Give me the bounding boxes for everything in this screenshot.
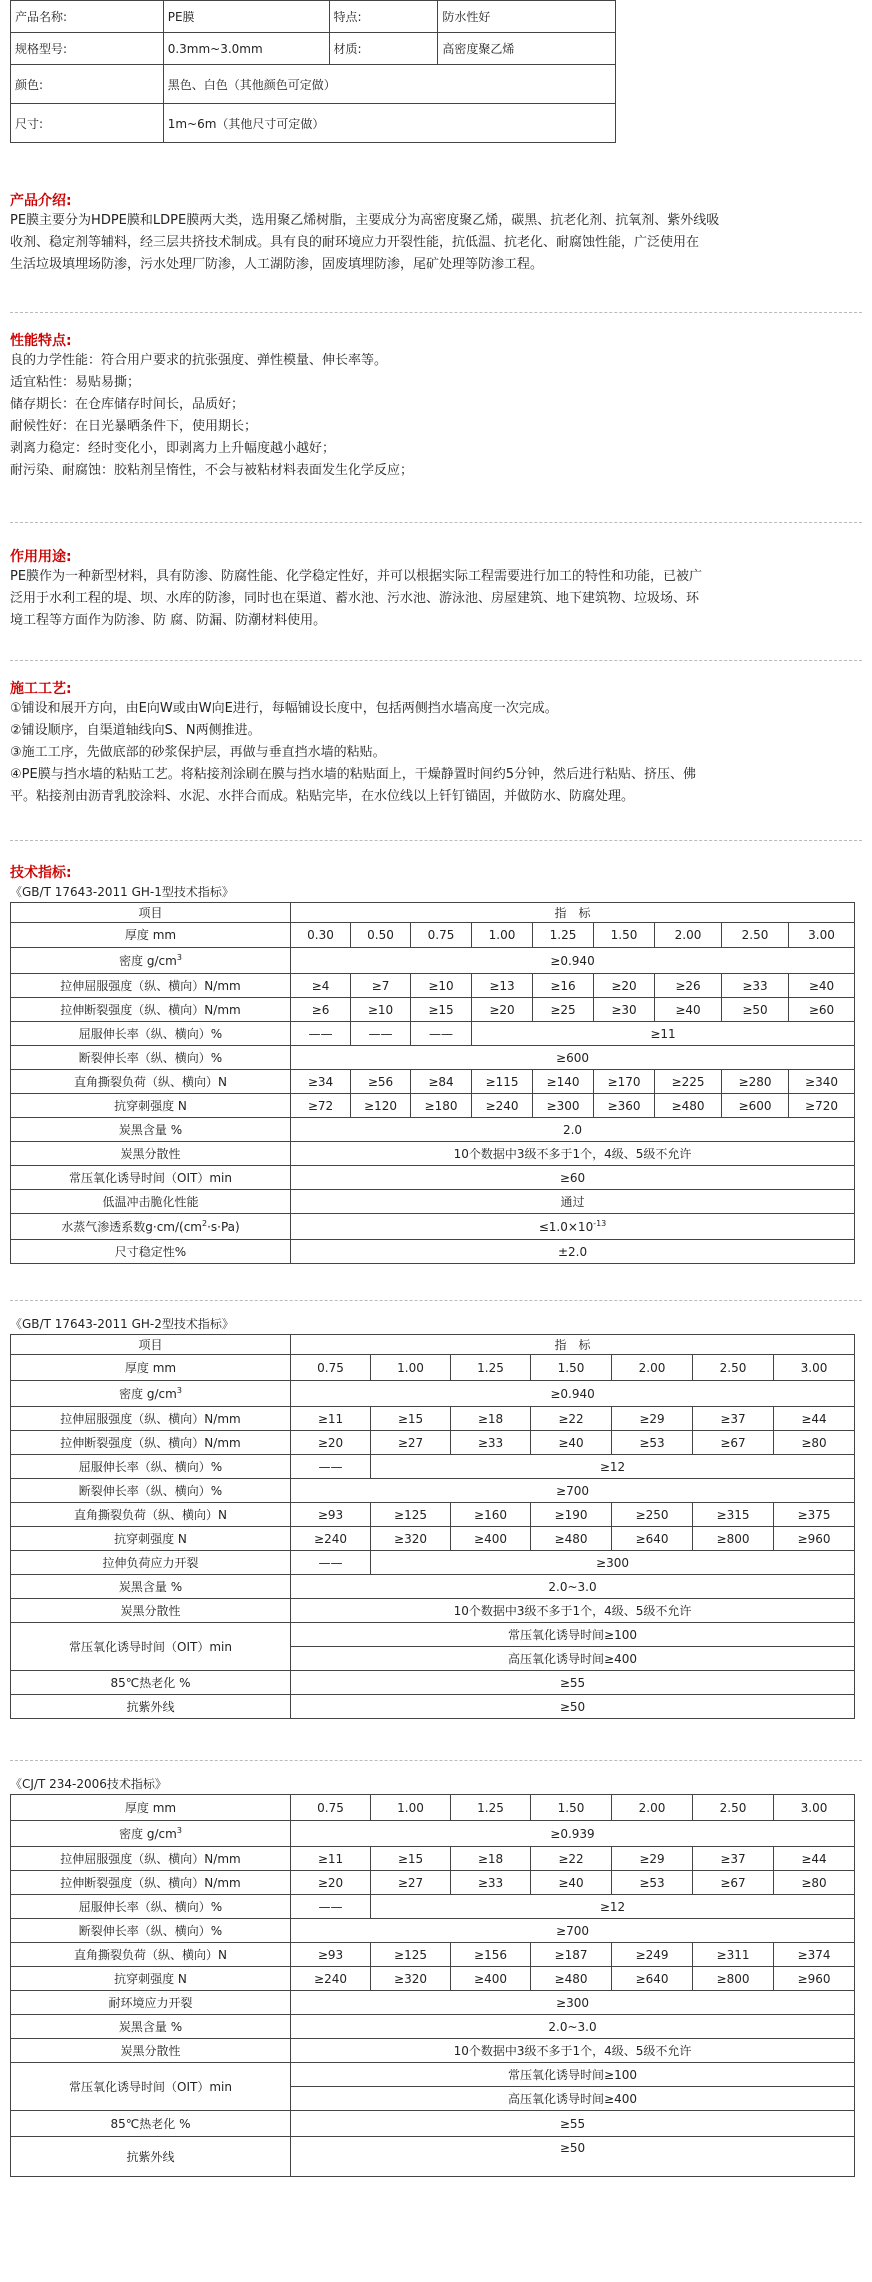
cell: ≥640 — [612, 1967, 693, 1991]
header-item: 项目 — [11, 1335, 291, 1355]
table-row — [11, 1479, 855, 1503]
cell: ≥53 — [612, 1431, 693, 1455]
table-row — [11, 1847, 855, 1871]
cell: ≥7 — [351, 974, 411, 998]
table-row — [11, 2015, 855, 2039]
table-row — [11, 1503, 855, 1527]
cell: ≥960 — [774, 1967, 855, 1991]
cell: ≥240 — [291, 1967, 371, 1991]
construction-line: ④PE膜与挡水墙的粘贴工艺。将粘接剂涂刷在膜与挡水墙的粘贴面上，干燥静置时间约5分钟，然后进行粘贴、挤压、佛 — [10, 767, 696, 782]
cell: ≥20 — [291, 1871, 371, 1895]
table-row — [11, 1895, 855, 1919]
cell: 2.0 — [291, 1118, 855, 1142]
row-label: 直角撕裂负荷（纵、横向）N — [11, 1070, 291, 1094]
cell: —— — [291, 1551, 371, 1575]
row-label: 抗紫外线 — [11, 2137, 291, 2177]
cell: 2.50 — [693, 1795, 774, 1821]
info-row-color — [11, 65, 616, 104]
cell: ≥15 — [411, 998, 472, 1022]
cell: ≥311 — [693, 1943, 774, 1967]
cell: ≥50 — [291, 1695, 855, 1719]
info-label-spec: 规格型号: — [11, 33, 164, 65]
row-label: 抗穿刺强度 N — [11, 1527, 291, 1551]
cell: ≥37 — [693, 1847, 774, 1871]
cell: ≥40 — [655, 998, 722, 1022]
cell: —— — [291, 1022, 351, 1046]
cell: ≥240 — [472, 1094, 533, 1118]
features-heading: 性能特点: — [10, 333, 72, 349]
table-row — [11, 998, 855, 1022]
intro-line: 收剂、稳定剂等辅料，经三层共挤技术制成。具有良的耐环境应力开裂性能，抗低温、抗老化、耐腐蚀性能，广泛使用在 — [10, 235, 700, 250]
table-row — [11, 903, 855, 923]
construction-line: ②铺设顺序，自渠道轴线向S、N两侧推进。 — [10, 723, 261, 738]
divider — [10, 1760, 862, 1761]
table-row — [11, 1623, 855, 1647]
info-value-feature: 防水性好 — [438, 1, 616, 33]
info-label-size: 尺寸: — [11, 104, 164, 143]
cell: 2.50 — [722, 923, 789, 948]
header-item: 项目 — [11, 903, 291, 923]
row-label: 厚度 mm — [11, 923, 291, 948]
table-row — [11, 2039, 855, 2063]
row-label: 炭黑含量 % — [11, 2015, 291, 2039]
cell: ≥93 — [291, 1503, 371, 1527]
cell: ≥600 — [291, 1046, 855, 1070]
cell: ≥25 — [533, 998, 594, 1022]
cell: ≥156 — [451, 1943, 531, 1967]
cell: ≥250 — [612, 1503, 693, 1527]
cell: ≥374 — [774, 1943, 855, 1967]
info-label-color: 颜色: — [11, 65, 164, 104]
cell: 2.00 — [655, 923, 722, 948]
usage-line: 境工程等方面作为防渗、防 腐、防漏、防潮材料使用。 — [10, 613, 327, 628]
cell: ≥27 — [371, 1431, 451, 1455]
info-label-feature: 特点: — [329, 1, 438, 33]
row-label: 拉伸断裂强度（纵、横向）N/mm — [11, 1431, 291, 1455]
cell: ≥360 — [594, 1094, 655, 1118]
row-label: 抗穿刺强度 N — [11, 1967, 291, 1991]
cell: —— — [411, 1022, 472, 1046]
table-row — [11, 1943, 855, 1967]
cell: ≥15 — [371, 1847, 451, 1871]
cell: 0.30 — [291, 923, 351, 948]
usage-line: PE膜作为一种新型材料，具有防渗、防腐性能、化学稳定性好，并可以根据实际工程需要进行加工的特性和功能，已被广 — [10, 569, 703, 584]
cell: ≥225 — [655, 1070, 722, 1094]
cell: ≥55 — [291, 1671, 855, 1695]
cell: ≥80 — [774, 1431, 855, 1455]
cell: ≥55 — [291, 2111, 855, 2137]
cell: ≥400 — [451, 1527, 531, 1551]
cell: ≥13 — [472, 974, 533, 998]
features-line: 良的力学性能：符合用户要求的抗张强度、弹性模量、伸长率等。 — [10, 353, 388, 368]
cell: —— — [351, 1022, 411, 1046]
cell: ≥29 — [612, 1407, 693, 1431]
cell: ≥600 — [722, 1094, 789, 1118]
cell: —— — [291, 1895, 371, 1919]
cell: ≥11 — [472, 1022, 855, 1046]
cell: ≥6 — [291, 998, 351, 1022]
cell: 高压氧化诱导时间≥400 — [291, 1647, 855, 1671]
row-label: 密度 $g/cm^3$ — [11, 948, 291, 974]
row-label: 屈服伸长率（纵、横向）% — [11, 1895, 291, 1919]
row-label: 拉伸屈服强度（纵、横向）N/mm — [11, 1407, 291, 1431]
row-label: 低温冲击脆化性能 — [11, 1190, 291, 1214]
cell: ≥40 — [789, 974, 855, 998]
row-label: 常压氧化诱导时间（OIT）min — [11, 1623, 291, 1671]
row-label: 厚度 mm — [11, 1355, 291, 1381]
cell: ≥10 — [351, 998, 411, 1022]
header-index: 指 标 — [291, 1335, 855, 1355]
row-label: 耐环境应力开裂 — [11, 1991, 291, 2015]
cell: ≥67 — [693, 1431, 774, 1455]
table-row — [11, 1381, 855, 1407]
cell: ≥67 — [693, 1871, 774, 1895]
cell: 0.50 — [351, 923, 411, 948]
header-index: 指 标 — [291, 903, 855, 923]
section-tech — [10, 864, 862, 882]
table-row — [11, 1118, 855, 1142]
table-row — [11, 1094, 855, 1118]
cell: ≥26 — [655, 974, 722, 998]
spec2-caption: 《GB/T 17643-2011 GH-2型技术指标》 — [10, 1317, 234, 1331]
cell: ≥340 — [789, 1070, 855, 1094]
cell: ≥125 — [371, 1943, 451, 1967]
table-row — [11, 1355, 855, 1381]
features-line: 剥离力稳定：经时变化小，即剥离力上升幅度越小越好； — [10, 441, 336, 456]
table-row — [11, 1407, 855, 1431]
row-label: 尺寸稳定性% — [11, 1240, 291, 1264]
table-row — [11, 1142, 855, 1166]
cell: ≥480 — [531, 1527, 612, 1551]
cell: ≥18 — [451, 1847, 531, 1871]
cell: ≥40 — [531, 1871, 612, 1895]
cell: ≥240 — [291, 1527, 371, 1551]
cell: ≥720 — [789, 1094, 855, 1118]
info-value-size: 1m~6m（其他尺寸可定做） — [163, 104, 615, 143]
product-info-table — [10, 0, 616, 143]
table-row — [11, 1599, 855, 1623]
cell: ≥50 — [722, 998, 789, 1022]
features-line: 适宜粘性：易贴易撕； — [10, 375, 141, 390]
cell: ≥33 — [451, 1431, 531, 1455]
cell: ≥180 — [411, 1094, 472, 1118]
table-row — [11, 2137, 855, 2177]
row-label: 炭黑含量 % — [11, 1575, 291, 1599]
table-row — [11, 1795, 855, 1821]
row-label: 拉伸断裂强度（纵、横向）N/mm — [11, 998, 291, 1022]
cell: ≥27 — [371, 1871, 451, 1895]
cell: 高压氧化诱导时间≥400 — [291, 2087, 855, 2111]
table-row — [11, 1919, 855, 1943]
cell: ≥375 — [774, 1503, 855, 1527]
cell: ≥480 — [531, 1967, 612, 1991]
cell: ≥30 — [594, 998, 655, 1022]
cell: ≥640 — [612, 1527, 693, 1551]
row-label: 密度 $g/cm^3$ — [11, 1821, 291, 1847]
cell: 1.50 — [531, 1795, 612, 1821]
row-label: 直角撕裂负荷（纵、横向）N — [11, 1943, 291, 1967]
divider — [10, 660, 862, 661]
spec1-caption: 《GB/T 17643-2011 GH-1型技术指标》 — [10, 885, 234, 899]
cell: —— — [291, 1455, 371, 1479]
cell: ≥700 — [291, 1479, 855, 1503]
info-row-spec — [11, 33, 616, 65]
table-row — [11, 1431, 855, 1455]
row-label: 断裂伸长率（纵、横向）% — [11, 1046, 291, 1070]
table-row — [11, 1575, 855, 1599]
cell: ≥4 — [291, 974, 351, 998]
cell: 10个数据中3级不多于1个，4级、5级不允许 — [291, 1142, 855, 1166]
cell: ≥10 — [411, 974, 472, 998]
table-row — [11, 923, 855, 948]
cell: ≥72 — [291, 1094, 351, 1118]
cell: ≥11 — [291, 1847, 371, 1871]
intro-line: 生活垃圾填埋场防渗，污水处理厂防渗，人工湖防渗，固废填埋防渗，尾矿处理等防渗工程。 — [10, 257, 544, 272]
cell: ≥20 — [594, 974, 655, 998]
cell: 1.25 — [451, 1795, 531, 1821]
row-label: 抗紫外线 — [11, 1695, 291, 1719]
cell: ≥11 — [291, 1407, 371, 1431]
cell: ≥34 — [291, 1070, 351, 1094]
cell: 1.25 — [533, 923, 594, 948]
cell: ≥800 — [693, 1967, 774, 1991]
features-line: 储存期长：在仓库储存时间长，品质好； — [10, 397, 245, 412]
cell: ≥33 — [722, 974, 789, 998]
cell: ≥120 — [351, 1094, 411, 1118]
usage-heading: 作用用途: — [10, 549, 72, 565]
table-row — [11, 2063, 855, 2087]
cell: ≥300 — [371, 1551, 855, 1575]
table-row — [11, 2111, 855, 2137]
divider — [10, 522, 862, 523]
row-label: 断裂伸长率（纵、横向）% — [11, 1919, 291, 1943]
cell: ≥15 — [371, 1407, 451, 1431]
cell: ≥16 — [533, 974, 594, 998]
cell: 3.00 — [774, 1355, 855, 1381]
construction-line: ③施工工序，先做底部的砂浆保护层，再做与垂直挡水墙的粘贴。 — [10, 745, 386, 760]
table-row — [11, 1335, 855, 1355]
cell: ≥300 — [291, 1991, 855, 2015]
table-row — [11, 1871, 855, 1895]
row-label: 屈服伸长率（纵、横向）% — [11, 1022, 291, 1046]
cell: ≥20 — [472, 998, 533, 1022]
cell: 1.00 — [472, 923, 533, 948]
cell: ≥280 — [722, 1070, 789, 1094]
cell: ≥56 — [351, 1070, 411, 1094]
table-row — [11, 948, 855, 974]
info-value-spec: 0.3mm~3.0mm — [163, 33, 329, 65]
cell: 10个数据中3级不多于1个，4级、5级不允许 — [291, 1599, 855, 1623]
cell: ≥160 — [451, 1503, 531, 1527]
spec3-table — [10, 1794, 855, 2177]
info-label-material: 材质: — [329, 33, 438, 65]
usage-line: 泛用于水利工程的堤、坝、水库的防渗，同时也在渠道、蓄水池、污水池、游泳池、房屋建筑、地下建筑物、垃圾场、环 — [10, 591, 700, 606]
cell: ≥0.940 — [291, 948, 855, 974]
row-label: 炭黑含量 % — [11, 1118, 291, 1142]
cell: 常压氧化诱导时间≥100 — [291, 1623, 855, 1647]
cell: ≥249 — [612, 1943, 693, 1967]
info-value-name: PE膜 — [163, 1, 329, 33]
cell: ≥29 — [612, 1847, 693, 1871]
spec3-caption: 《CJ/T 234-2006技术指标》 — [10, 1777, 167, 1791]
table-row — [11, 1527, 855, 1551]
cell: ≥0.940 — [291, 1381, 855, 1407]
row-label: 密度 $g/cm^3$ — [11, 1381, 291, 1407]
cell: ≥12 — [371, 1895, 855, 1919]
divider — [10, 312, 862, 313]
cell: ≥115 — [472, 1070, 533, 1094]
cell: ≥84 — [411, 1070, 472, 1094]
cell: ≥480 — [655, 1094, 722, 1118]
cell: ≥44 — [774, 1847, 855, 1871]
cell: ≥40 — [531, 1431, 612, 1455]
table-row — [11, 1551, 855, 1575]
cell: ≥140 — [533, 1070, 594, 1094]
table-row — [11, 1240, 855, 1264]
cell: 2.00 — [612, 1795, 693, 1821]
cell: ≥400 — [451, 1967, 531, 1991]
cell: ≥60 — [789, 998, 855, 1022]
divider — [10, 1300, 862, 1301]
section-usage — [10, 548, 862, 632]
cell: ≥37 — [693, 1407, 774, 1431]
cell: 10个数据中3级不多于1个，4级、5级不允许 — [291, 2039, 855, 2063]
construction-heading: 施工工艺: — [10, 681, 72, 697]
cell: ≥320 — [371, 1527, 451, 1551]
tech-heading: 技术指标: — [10, 865, 72, 881]
cell: 2.00 — [612, 1355, 693, 1381]
construction-line: ①铺设和展开方向，由E向W或由W向E进行，每幅铺设长度中，包括两侧挡水墙高度一次完成。 — [10, 701, 558, 716]
table-row — [11, 1671, 855, 1695]
cell: 3.00 — [774, 1795, 855, 1821]
row-label: 炭黑分散性 — [11, 2039, 291, 2063]
cell: $\le 1.0\times 10^{-13}$ — [291, 1214, 855, 1240]
table-row — [11, 974, 855, 998]
row-label: 炭黑分散性 — [11, 1599, 291, 1623]
cell: ≥93 — [291, 1943, 371, 1967]
section-features — [10, 332, 862, 482]
cell: ≥700 — [291, 1919, 855, 1943]
cell: 2.0~3.0 — [291, 1575, 855, 1599]
cell: ≥187 — [531, 1943, 612, 1967]
cell: ≥960 — [774, 1527, 855, 1551]
info-value-material: 高密度聚乙烯 — [438, 33, 616, 65]
row-label: 85℃热老化 % — [11, 1671, 291, 1695]
row-label: 直角撕裂负荷（纵、横向）N — [11, 1503, 291, 1527]
table-row — [11, 1991, 855, 2015]
table-row — [11, 1821, 855, 1847]
cell: ≥20 — [291, 1431, 371, 1455]
row-label: 拉伸屈服强度（纵、横向）N/mm — [11, 1847, 291, 1871]
cell: ≥125 — [371, 1503, 451, 1527]
intro-line: PE膜主要分为HDPE膜和LDPE膜两大类，选用聚乙烯树脂，主要成分为高密度聚乙烯，碳黑、抗老化剂、抗氧剂、紫外线吸 — [10, 213, 720, 228]
info-value-color: 黑色、白色（其他颜色可定做） — [163, 65, 615, 104]
cell: ≥12 — [371, 1455, 855, 1479]
cell: ≥60 — [291, 1166, 855, 1190]
section-construction — [10, 680, 862, 808]
row-label: 拉伸屈服强度（纵、横向）N/mm — [11, 974, 291, 998]
table-row — [11, 1070, 855, 1094]
info-label-name: 产品名称: — [11, 1, 164, 33]
cell: ≥190 — [531, 1503, 612, 1527]
cell: 常压氧化诱导时间≥100 — [291, 2063, 855, 2087]
features-line: 耐污染、耐腐蚀：胶粘剂呈惰性，不会与被粘材料表面发生化学反应； — [10, 463, 414, 478]
row-label: 85℃热老化 % — [11, 2111, 291, 2137]
cell: 3.00 — [789, 923, 855, 948]
cell: 1.50 — [594, 923, 655, 948]
cell: ≥315 — [693, 1503, 774, 1527]
info-row-name — [11, 1, 616, 33]
cell: 1.25 — [451, 1355, 531, 1381]
row-label: 水蒸气渗透系数$g\cdot cm/(cm^2\cdot s\cdot Pa)$ — [11, 1214, 291, 1240]
cell: 0.75 — [291, 1795, 371, 1821]
cell: ≥0.939 — [291, 1821, 855, 1847]
table-row — [11, 1455, 855, 1479]
row-label: 拉伸负荷应力开裂 — [11, 1551, 291, 1575]
spec1-table — [10, 902, 855, 1264]
cell: 1.00 — [371, 1355, 451, 1381]
cell: ≥320 — [371, 1967, 451, 1991]
cell: ≥18 — [451, 1407, 531, 1431]
cell: ±2.0 — [291, 1240, 855, 1264]
cell: 通过 — [291, 1190, 855, 1214]
cell: 2.50 — [693, 1355, 774, 1381]
cell: ≥44 — [774, 1407, 855, 1431]
construction-line: 平。粘接剂由沥青乳胶涂料、水泥、水拌合而成。粘贴完毕，在水位线以上钎钉锚固，并做防水、防腐处理。 — [10, 789, 635, 804]
section-intro — [10, 192, 862, 276]
table-row — [11, 1190, 855, 1214]
divider — [10, 840, 862, 841]
table-row — [11, 1214, 855, 1240]
table-row — [11, 1046, 855, 1070]
cell: ≥22 — [531, 1407, 612, 1431]
row-label: 屈服伸长率（纵、横向）% — [11, 1455, 291, 1479]
cell: 0.75 — [291, 1355, 371, 1381]
row-label: 断裂伸长率（纵、横向）% — [11, 1479, 291, 1503]
cell: 2.0~3.0 — [291, 2015, 855, 2039]
cell: ≥22 — [531, 1847, 612, 1871]
row-label: 常压氧化诱导时间（OIT）min — [11, 1166, 291, 1190]
cell: 1.50 — [531, 1355, 612, 1381]
table-row — [11, 1022, 855, 1046]
table-row — [11, 1166, 855, 1190]
row-label: 抗穿刺强度 N — [11, 1094, 291, 1118]
features-line: 耐候性好：在日光暴晒条件下，使用期长； — [10, 419, 258, 434]
cell: ≥33 — [451, 1871, 531, 1895]
cell: ≥170 — [594, 1070, 655, 1094]
row-label: 拉伸断裂强度（纵、横向）N/mm — [11, 1871, 291, 1895]
cell: 1.00 — [371, 1795, 451, 1821]
intro-heading: 产品介绍: — [10, 193, 72, 209]
cell: ≥53 — [612, 1871, 693, 1895]
cell: 0.75 — [411, 923, 472, 948]
cell: ≥800 — [693, 1527, 774, 1551]
cell: ≥80 — [774, 1871, 855, 1895]
info-row-size — [11, 104, 616, 143]
cell: ≥50 — [291, 2137, 855, 2177]
spec2-table — [10, 1334, 855, 1719]
row-label: 炭黑分散性 — [11, 1142, 291, 1166]
table-row — [11, 1967, 855, 1991]
row-label: 厚度 mm — [11, 1795, 291, 1821]
table-row — [11, 1695, 855, 1719]
row-label: 常压氧化诱导时间（OIT）min — [11, 2063, 291, 2111]
cell: ≥300 — [533, 1094, 594, 1118]
